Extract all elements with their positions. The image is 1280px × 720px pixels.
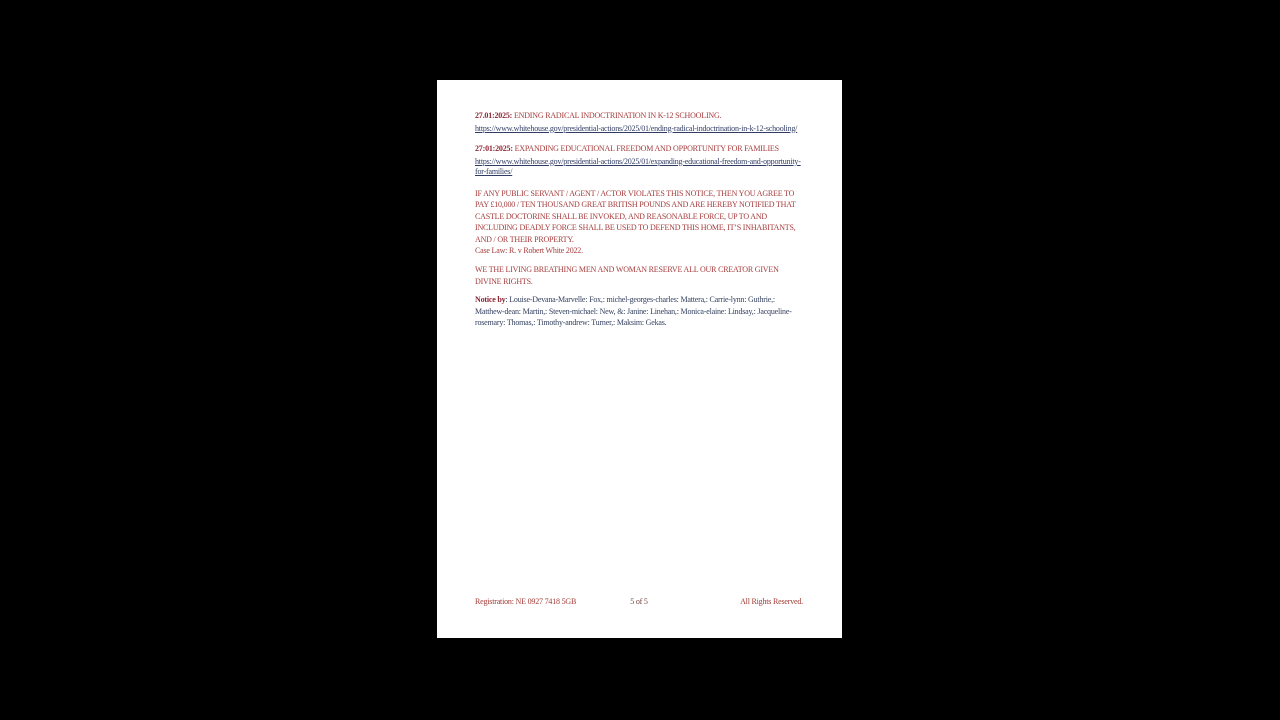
entry-link-url[interactable]: https://www.whitehouse.gov/presidential-actions/2025/01/ending-radical-indoctrination-in-k-12-schooling/ bbox=[475, 123, 798, 133]
notice-by-names: : Louise-Devana-Marvelle: Fox,: michel-georges-charles: Mattera,: Carrie-lynn: Guthrie,: Matthew-dean: Martin,: Steven-michael: New, &: Janine: Linehan,: Monica-elaine: Lindsay,: Jacqueline-rosemary: Thomas,: Timothy-andrew: Turner,: Maksim: Gekas. bbox=[475, 295, 792, 328]
rights-paragraph: WE THE LIVING BREATHING MEN AND WOMAN RESERVE ALL OUR CREATOR GIVEN DIVINE RIGHTS. bbox=[475, 265, 779, 286]
notice-by-line bbox=[475, 294, 803, 329]
action-entry bbox=[475, 144, 803, 178]
entry-heading bbox=[475, 144, 803, 155]
document-page bbox=[437, 80, 842, 638]
entry-date: 27.01:2025: bbox=[475, 111, 513, 120]
registration-number: Registration: NE 0927 7418 5GB bbox=[475, 597, 577, 606]
entry-link-url[interactable]: https://www.whitehouse.gov/presidential-actions/2025/01/expanding-educational-freedom-and-opportunity-for-families/ bbox=[475, 156, 801, 176]
page-number: 5 of 5 bbox=[630, 597, 648, 606]
rights-reserved: All Rights Reserved. bbox=[740, 597, 803, 606]
document-body bbox=[475, 111, 803, 336]
notice-by-label: Notice by bbox=[475, 295, 506, 305]
action-entry bbox=[475, 111, 803, 134]
notice-paragraph: IF ANY PUBLIC SERVANT / AGENT / ACTOR VIOLATES THIS NOTICE, THEN YOU AGREE TO PAY £10,000 / TEN THOUSAND GREAT BRITISH POUNDS AND ARE HEREBY NOTIFIED THAT CASTLE DOCTORINE SHALL BE INVOKED, AND REASONABLE FORCE, UP TO AND INCLUDING DEADLY FORCE SHALL BE USED TO DEFEND THIS HOME, IT’S INHABITANTS, AND / OR THEIR PROPERTY. bbox=[475, 188, 796, 244]
entry-title: ENDING RADICAL INDOCTRINATION IN K-12 SCHOOLING. bbox=[513, 111, 722, 120]
case-law-line: Case Law: R. v Robert White 2022. bbox=[475, 246, 583, 256]
entry-date: 27:01:2025: bbox=[475, 144, 513, 153]
entry-heading bbox=[475, 111, 803, 122]
page-footer bbox=[475, 597, 803, 606]
entry-title: EXPANDING EDUCATIONAL FREEDOM AND OPPORTUNITY FOR FAMILIES bbox=[514, 144, 779, 153]
